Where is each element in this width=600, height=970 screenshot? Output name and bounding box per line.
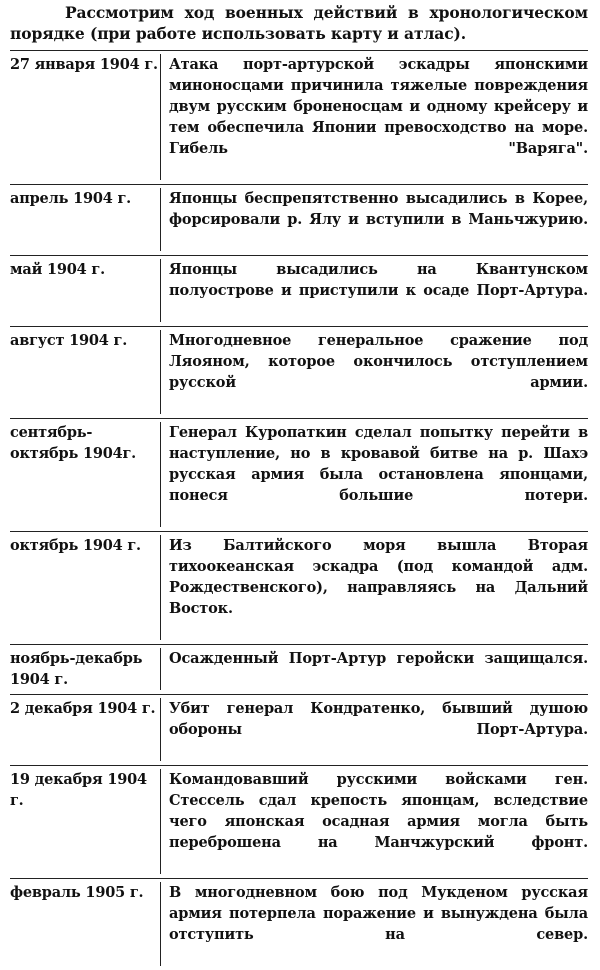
event-row (10, 694, 588, 765)
event-row (10, 765, 588, 878)
event-row (10, 50, 588, 184)
chronology-table (10, 50, 588, 970)
event-description: Атака порт-артурской эскадры японскими миноносцами причинила тяжелые повреждения двум русским броненосцам и одному крейсеру и тем обеспечила Японии превосходство на море. Гибель "Варяга". (160, 54, 588, 180)
event-row (10, 255, 588, 326)
event-description: Из Балтийского моря вышла Вторая тихоокеанская эскадра (под командой адм. Рождественского), направляясь на Дальний Восток. (160, 535, 588, 640)
event-date: сентябрь-октябрь 1904г. (10, 424, 137, 462)
event-description: Осажденный Порт-Артур геройски защищался. (160, 648, 588, 690)
event-description: В многодневном бою под Мукденом русская армия потерпела поражение и вынуждена была отступить на север. (160, 882, 588, 966)
event-row (10, 184, 588, 255)
event-row (10, 644, 588, 694)
event-date: май 1904 г. (10, 261, 105, 278)
event-description: Генерал Куропаткин сделал попытку перейти в наступление, но в кровавой битве на р. Шахэ русская армия была остановлена японцами, понеся большие потери. (160, 422, 588, 527)
event-description: Убит генерал Кондратенко, бывший душою обороны Порт-Артура. (160, 698, 588, 761)
event-date: ноябрь-декабрь 1904 г. (10, 650, 143, 688)
event-description: Японцы беспрепятственно высадились в Корее, форсировали р. Ялу и вступили в Маньчжурию. (160, 188, 588, 251)
event-row (10, 326, 588, 418)
event-row (10, 878, 588, 970)
event-description: Многодневное генеральное сражение под Ляояном, которое окончилось отступлением русской армии. (160, 330, 588, 414)
event-description: Японцы высадились на Квантунском полуострове и приступили к осаде Порт-Артура. (160, 259, 588, 322)
event-row (10, 418, 588, 531)
event-row (10, 531, 588, 644)
event-date: октябрь 1904 г. (10, 537, 141, 554)
intro-paragraph: Рассмотрим ход военных действий в хронологическом порядке (при работе использовать карту и атлас). (10, 3, 588, 43)
event-date: 19 декабря 1904 г. (10, 771, 147, 809)
event-date: апрель 1904 г. (10, 190, 132, 207)
event-date: 2 декабря 1904 г. (10, 700, 156, 717)
event-date: 27 января 1904 г. (10, 56, 158, 73)
event-description: Командовавший русскими войсками ген. Стессель сдал крепость японцам, вследствие чего японская осадная армия могла быть переброшена на Манчжурский фронт. (160, 769, 588, 874)
event-date: февраль 1905 г. (10, 884, 144, 901)
event-date: август 1904 г. (10, 332, 128, 349)
